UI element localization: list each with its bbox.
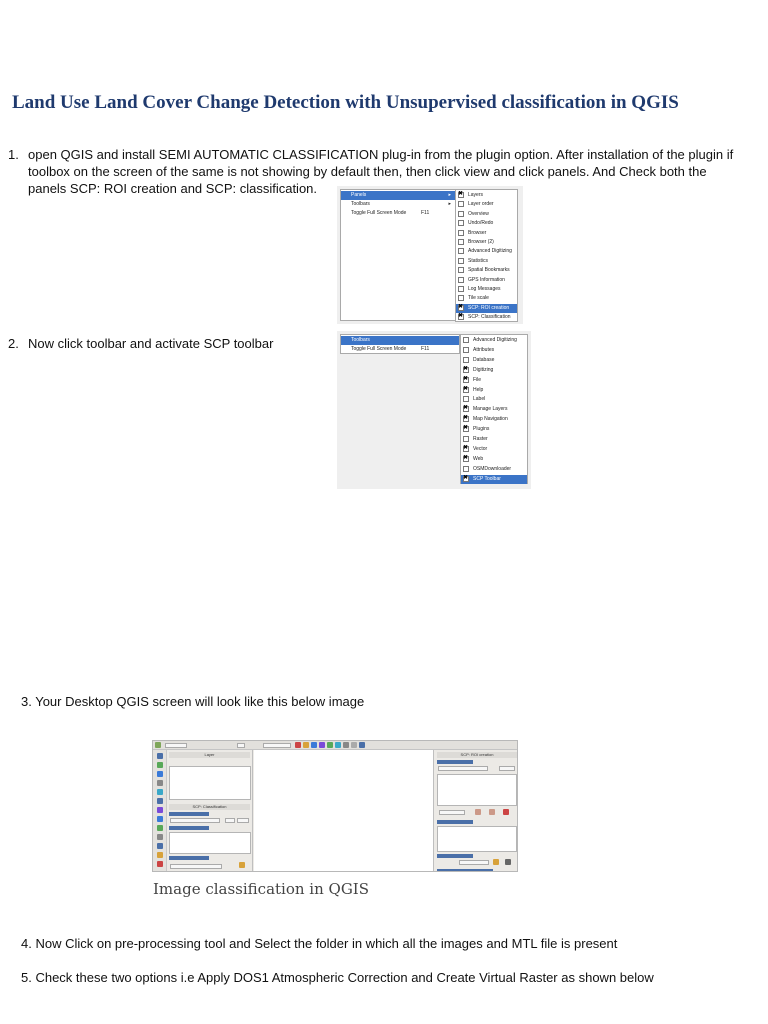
qgis-tool-icon[interactable] [157,762,163,768]
menu-item-label: Advanced Digitizing [468,248,512,255]
document-title: Land Use Land Cover Change Detection with Unsupervised classification in QGIS [12,92,679,113]
qgis-toolbar-icon [303,742,309,748]
classification-input [170,818,220,823]
unchecked-checkbox-icon[interactable] [458,258,464,264]
menu-item-log-messages[interactable] [456,285,517,294]
qgis-tool-icon[interactable] [157,861,163,867]
qgis-toolbar-dropdown [263,743,291,748]
roi-button [439,810,465,815]
unchecked-checkbox-icon[interactable] [463,347,469,353]
qgis-tool-icon[interactable] [157,753,163,759]
menu-item-label: Web [473,455,484,462]
qgis-toolbar [153,741,517,750]
step-2-text: Now click toolbar and activate SCP toolbar [28,336,274,351]
menu-item-scp-roi-creation[interactable] [456,304,517,313]
qgis-tool-icon[interactable] [157,843,163,849]
qgis-toolbar-icon [155,742,161,748]
unchecked-checkbox-icon[interactable] [458,211,464,217]
qgis-toolbar-icon [343,742,349,748]
classification-section-bar [169,856,209,860]
checked-checkbox-icon[interactable] [458,314,464,320]
menu-item-scp-classification[interactable] [456,313,517,322]
checked-checkbox-icon[interactable] [463,377,469,383]
menu-item-osmdownloader[interactable] [461,465,527,474]
menu-item-label: Map Navigation [473,416,508,423]
qgis-tool-icon[interactable] [157,771,163,777]
unchecked-checkbox-icon[interactable] [458,277,464,283]
qgis-tool-icon[interactable] [157,816,163,822]
panels-submenu [455,189,518,322]
menu-item-label: Vector [473,445,488,452]
qgis-toolbar-icon [351,742,357,748]
unchecked-checkbox-icon[interactable] [458,295,464,301]
qgis-tool-icon[interactable] [157,807,163,813]
qgis-tool-icon[interactable] [157,852,163,858]
menu-item-undo-redo[interactable] [456,219,517,228]
menu-item-file[interactable] [461,376,527,385]
checked-checkbox-icon[interactable] [463,456,469,462]
qgis-map-canvas[interactable] [254,750,434,872]
menu-item-label: Plugins [473,426,490,433]
qgis-left-tools [153,750,167,872]
menu-item-gps-information[interactable] [456,276,517,285]
toolbar-menu [340,334,460,354]
classification-section-bar [169,812,209,816]
view-menu-item-panels[interactable]: Panels ▸ [341,191,455,200]
qgis-toolbar-icon [327,742,333,748]
menu-item-label: Layers [468,192,484,198]
step-1-line-3: panels SCP: ROI creation and SCP: classification. [28,181,318,196]
toolbar-menu-item-toolbars[interactable]: Toolbars [341,336,459,345]
menu-item-statistics[interactable] [456,257,517,266]
qgis-toolbar-dropdown [237,743,245,748]
unchecked-checkbox-icon[interactable] [463,337,469,343]
menu-item-label: Overview [468,210,489,217]
menu-item-advanced-digitizing[interactable] [456,247,517,256]
roi-table [437,774,517,806]
roi-icon [489,809,495,815]
menu-item-spatial-bookmarks[interactable] [456,266,517,275]
menu-item-label: Browser (2) [468,239,494,245]
menu-item-label: Advanced Digitizing [473,337,517,343]
toolbar-menu-item-fullscreen[interactable]: Toggle Full Screen Mode F11 [351,346,430,352]
classification-section-bar [169,826,209,830]
menu-item-label: Spatial Bookmarks [468,267,510,274]
roi-icon [475,809,481,815]
menu-item-label: Tile scale [468,295,489,302]
step-1-line-1: open QGIS and install SEMI AUTOMATIC CLASSIFICATION plug-in from the plugin option. After installation of the plugin if [28,147,734,162]
menu-item-label: Label [473,396,486,403]
roi-icon [503,809,509,815]
classification-panel-title: SCP: Classification [169,804,250,810]
menu-item-layer-order[interactable] [456,200,517,209]
qgis-toolbar-icon [335,742,341,748]
step-2-number: 2. [8,336,19,351]
menu-item-overview[interactable] [456,210,517,219]
qgis-tool-icon[interactable] [157,834,163,840]
menu-item-label: Help [473,386,484,393]
roi-icon [493,859,499,865]
checked-checkbox-icon[interactable] [463,426,469,432]
qgis-tool-icon[interactable] [157,825,163,831]
unchecked-checkbox-icon[interactable] [463,396,469,402]
checked-checkbox-icon[interactable] [463,446,469,452]
roi-input [438,766,488,771]
menu-item-label: Raster [473,436,488,442]
roi-section-bar [437,854,473,858]
menu-item-browser-2[interactable] [456,238,517,247]
qgis-toolbar-icon [359,742,365,748]
toolbars-submenu [460,334,528,484]
roi-panel-title: SCP: ROI creation [437,752,517,758]
menu-item-vector[interactable] [461,445,527,454]
menu-item-label: SCP Toolbar [473,475,501,482]
qgis-toolbar-dropdown [165,743,187,748]
menu-item-label: Layer order [468,201,494,208]
checked-checkbox-icon[interactable] [463,406,469,412]
roi-button [459,860,489,865]
qgis-tool-icon[interactable] [157,798,163,804]
menu-item-label: Manage Layers [473,406,508,413]
menu-item-advanced-digitizing[interactable] [461,336,527,345]
menu-item-label: SCP: Classification [468,314,511,321]
menu-item-label: Attributes [473,346,495,353]
view-menu-item-fullscreen[interactable]: Toggle Full Screen Mode F11 [351,210,430,216]
step-1-number: 1. [8,147,19,162]
step-3: 3. Your Desktop QGIS screen will look like this below image [21,694,365,709]
roi-icon [505,859,511,865]
menu-item-label: File [473,376,482,383]
menu-item-label: GPS Information [468,276,505,283]
menu-item-layers[interactable] [456,191,517,200]
qgis-toolbar-icon [295,742,301,748]
layers-panel-title: Layer [169,752,250,758]
menu-item-label: SCP: ROI creation [468,304,510,311]
step-2 [8,335,308,352]
unchecked-checkbox-icon[interactable] [463,436,469,442]
roi-section-bar [437,869,493,872]
menu-item-label: Statistics [468,257,489,264]
view-menu [340,189,456,321]
classification-table [169,832,251,854]
menu-item-label[interactable] [461,395,527,404]
menu-item-digitizing[interactable] [461,366,527,375]
view-menu-item-toolbars[interactable]: Toolbars ▸ [351,201,451,207]
unchecked-checkbox-icon[interactable] [458,286,464,292]
menu-item-browser[interactable] [456,229,517,238]
menu-item-label: Database [473,356,495,363]
menu-item-label: Undo/Redo [468,220,494,227]
unchecked-checkbox-icon[interactable] [458,201,464,207]
unchecked-checkbox-icon[interactable] [458,248,464,254]
qgis-layers-panel [167,750,253,872]
menu-item-label: Log Messages [468,286,501,292]
checked-checkbox-icon[interactable] [458,305,464,311]
run-classification-icon [239,862,245,868]
menu-item-raster[interactable] [461,435,527,444]
unchecked-checkbox-icon[interactable] [458,230,464,236]
unchecked-checkbox-icon[interactable] [458,239,464,245]
roi-options [437,826,517,852]
menu-item-label: Digitizing [473,366,494,373]
menu-item-map-navigation[interactable] [461,415,527,424]
roi-section-bar [437,760,473,764]
unchecked-checkbox-icon[interactable] [463,466,469,472]
checked-checkbox-icon[interactable] [463,476,469,482]
menu-item-web[interactable] [461,455,527,464]
menu-item-manage-layers[interactable] [461,405,527,414]
menu-item-label: OSMDownloader [473,465,512,472]
checked-checkbox-icon[interactable] [463,416,469,422]
unchecked-checkbox-icon[interactable] [458,267,464,273]
menu-item-label: Browser [468,229,487,236]
step-4: 4. Now Click on pre-processing tool and Select the folder in which all the images and MTL file is present [21,936,618,951]
checked-checkbox-icon[interactable] [463,387,469,393]
menu-item-plugins[interactable] [461,425,527,434]
unchecked-checkbox-icon[interactable] [463,357,469,363]
classification-button [225,818,235,823]
menu-item-attributes[interactable] [461,346,527,355]
qgis-desktop-screenshot [152,740,518,872]
step-5: 5. Check these two options i.e Apply DOS1 Atmospheric Correction and Create Virtual Raster as shown below [21,970,654,985]
roi-section-bar [437,820,473,824]
image-caption: Image classification in QGIS [153,880,370,898]
menu-item-database[interactable] [461,356,527,365]
menu-item-tile-scale[interactable] [456,294,517,303]
unchecked-checkbox-icon[interactable] [458,220,464,226]
checked-checkbox-icon[interactable] [458,192,464,198]
roi-button [499,766,515,771]
qgis-toolbar-icon [311,742,317,748]
classification-button [237,818,249,823]
classification-algorithm-select [170,864,222,869]
checked-checkbox-icon[interactable] [463,367,469,373]
qgis-toolbar-icon [319,742,325,748]
menu-item-help[interactable] [461,386,527,395]
layers-list [169,766,251,800]
menu-item-scp-toolbar[interactable] [461,475,527,484]
step-1-line-2: toolbox on the screen of the same is not showing by default then, then click view and click panels. And Check both the [28,164,707,179]
qgis-tool-icon[interactable] [157,789,163,795]
qgis-tool-icon[interactable] [157,780,163,786]
qgis-roi-panel [435,750,518,872]
